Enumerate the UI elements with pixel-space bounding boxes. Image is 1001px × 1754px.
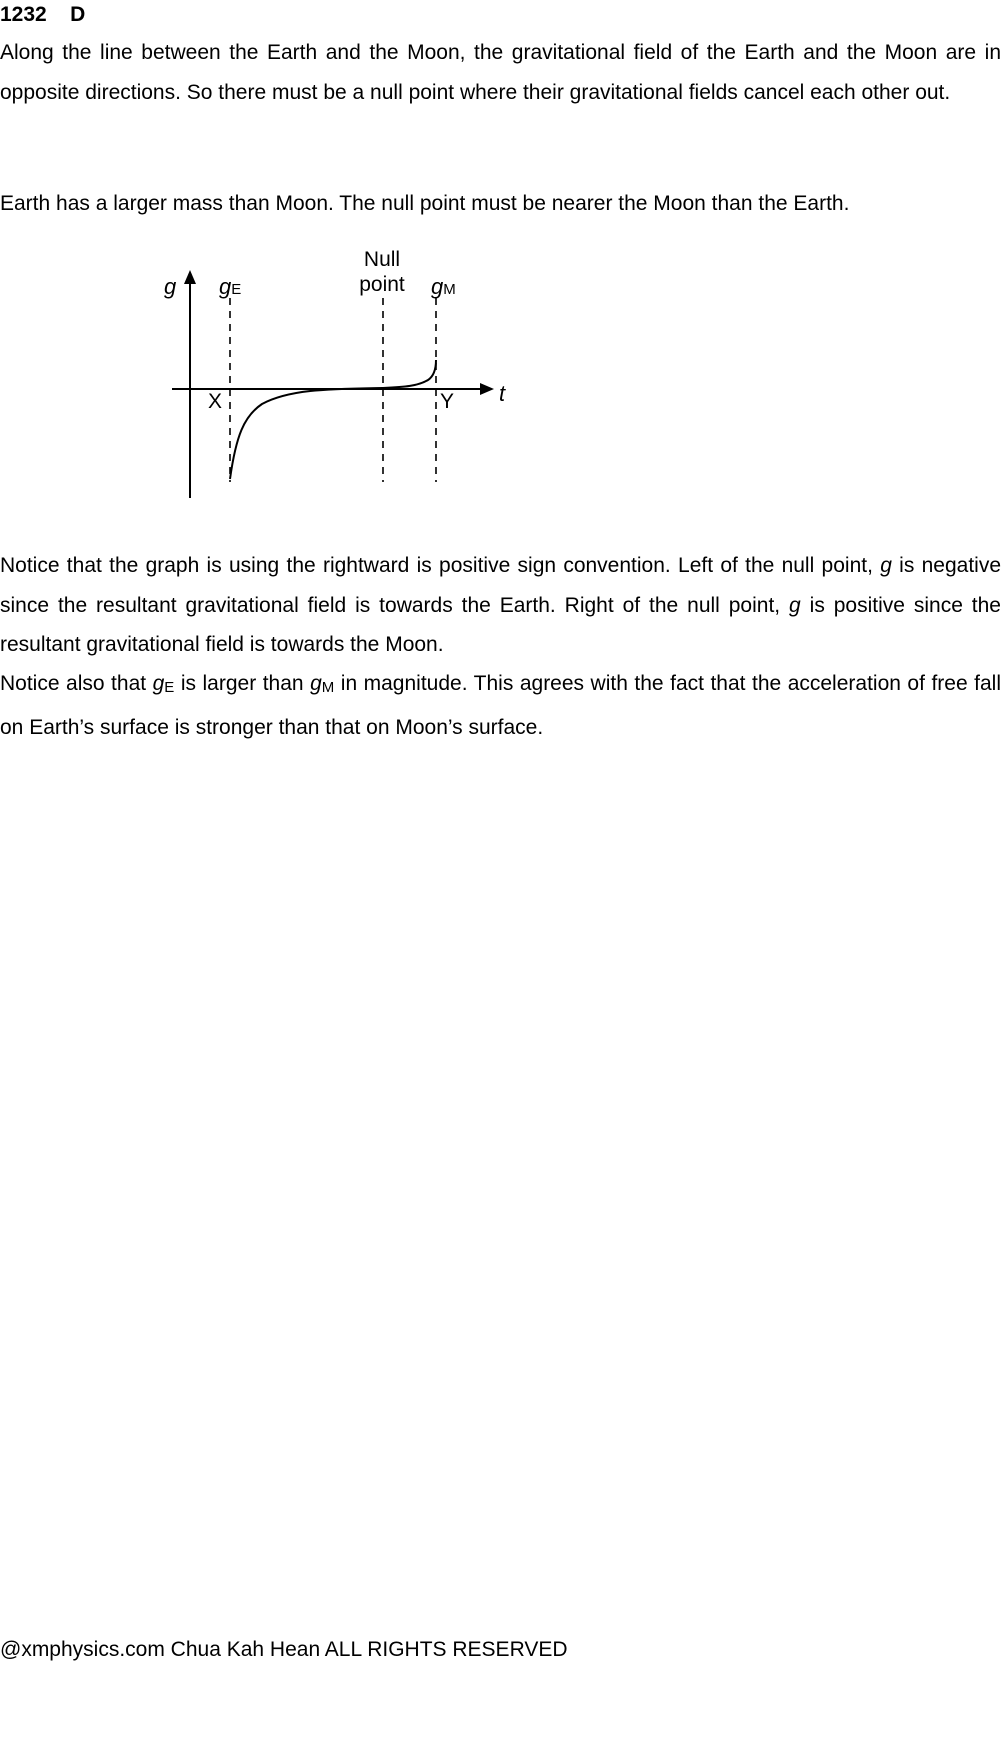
p4-text-c: in magnitude. This agrees with the fact that the acceleration of free fall on Earth’s surface is stronger than that on Moon’s surface. bbox=[0, 672, 1001, 739]
point-x-label: X bbox=[208, 390, 223, 413]
null-point-label-line1: Null bbox=[363, 248, 401, 271]
question-answer: D bbox=[70, 3, 86, 26]
earth-line-label: gE bbox=[219, 274, 242, 299]
p3-text-a: Notice that the graph is using the rightward is positive sign convention. Left of the null point, bbox=[0, 554, 881, 577]
paragraph-sign-convention bbox=[0, 546, 1001, 665]
question-number: 1232 bbox=[0, 3, 47, 26]
point-y-label: Y bbox=[440, 390, 455, 413]
y-axis-label: g bbox=[164, 274, 177, 299]
p4-symbol-gM-sub: M bbox=[321, 679, 335, 696]
p4-text-b: is larger than bbox=[174, 672, 311, 695]
paragraph-1-text: Along the line between the Earth and the Moon, the gravitational field of the Earth and the Moon are in opposite directions. So there must be a null point where their gravitational fields cancel each other out. bbox=[0, 41, 1001, 104]
x-axis-label: t bbox=[499, 381, 506, 406]
p4-symbol-gM: g bbox=[310, 672, 322, 695]
y-axis-arrowhead bbox=[184, 270, 196, 284]
field-curve bbox=[230, 360, 436, 479]
paragraph-2-text: Earth has a larger mass than Moon. The null point must be nearer the Moon than the Earth. bbox=[0, 192, 850, 215]
p4-symbol-gE: g bbox=[152, 672, 165, 695]
p3-symbol-g-2: g bbox=[789, 593, 801, 617]
paragraph-magnitude-comparison bbox=[0, 664, 1001, 747]
g-t-graph bbox=[0, 236, 560, 506]
p4-text-a: Notice also that bbox=[0, 672, 153, 695]
question-heading bbox=[0, 1, 85, 29]
p3-text-c: is positive since the resultant gravitational field is towards the Moon. bbox=[0, 593, 1001, 656]
p4-symbol-gE-sub: E bbox=[164, 679, 175, 696]
x-axis-arrowhead bbox=[480, 383, 494, 395]
copyright-footer: @xmphysics.com Chua Kah Hean ALL RIGHTS RESERVED bbox=[0, 1638, 568, 1661]
p3-text-b: is negative since the resultant gravitational field is towards the Earth. Right of the null point, bbox=[0, 554, 1001, 617]
p3-symbol-g-1: g bbox=[880, 554, 892, 577]
null-point-label-line2: point bbox=[359, 273, 405, 296]
paragraph-null-point-location bbox=[0, 190, 1001, 218]
moon-line-label: gM bbox=[431, 274, 456, 299]
paragraph-null-point-existence bbox=[0, 33, 1001, 112]
